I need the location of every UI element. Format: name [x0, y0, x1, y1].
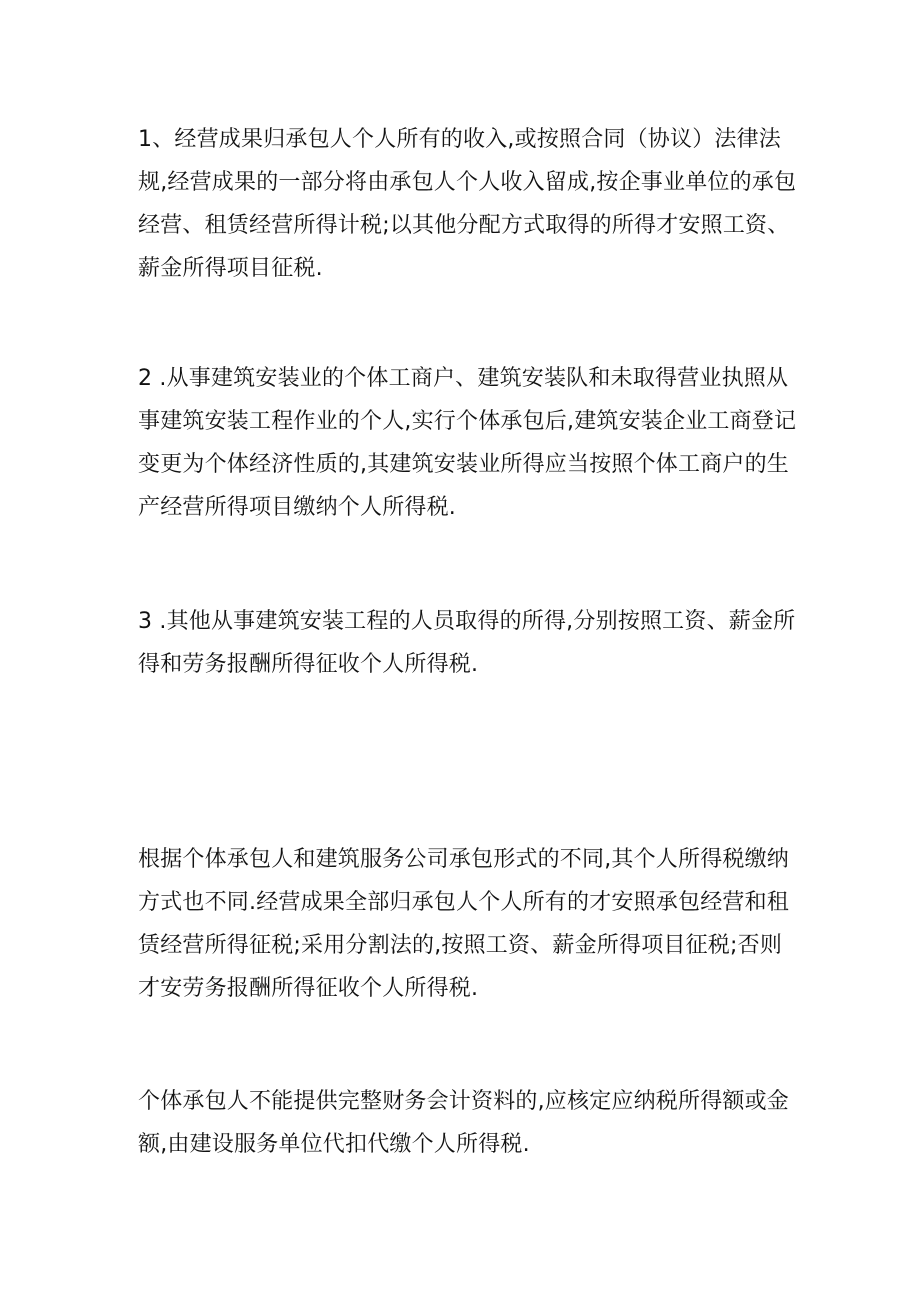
paragraph-summary: 根据个体承包人和建筑服务公司承包形式的不同,其个人所得税缴纳方式也不同.经营成果全部归承包人个人所有的才安照承包经营和租赁经营所得征税;采用分割法的,按照工资、薪金所得项目征税;否则才安劳务报酬所得征收个人所得税. [138, 847, 789, 1001]
paragraph-rule-3: 3 .其他从事建筑安装工程的人员取得的所得,分别按照工资、薪金所得和劳务报酬所得征收个人所得税. [138, 609, 796, 677]
paragraph-rule-1: 1、经营成果归承包人个人所有的收入,或按照合同（协议）法律法规,经营成果的一部分将由承包人个人收入留成,按企事业单位的承包经营、租赁经营所得计税;以其他分配方式取得的所得才安照工资、薪金所得项目征税. [138, 127, 797, 281]
paragraph-rule-2: 2 .从事建筑安装业的个体工商户、建筑安装队和未取得营业执照从事建筑安装工程作业的个人,实行个体承包后,建筑安装企业工商登记变更为个体经济性质的,其建筑安装业所得应当按照个体工商户的生产经营所得项目缴纳个人所得税. [138, 366, 797, 520]
paragraph-withholding: 个体承包人不能提供完整财务会计资料的,应核定应纳税所得额或金额,由建设服务单位代扣代缴个人所得税. [138, 1089, 789, 1157]
